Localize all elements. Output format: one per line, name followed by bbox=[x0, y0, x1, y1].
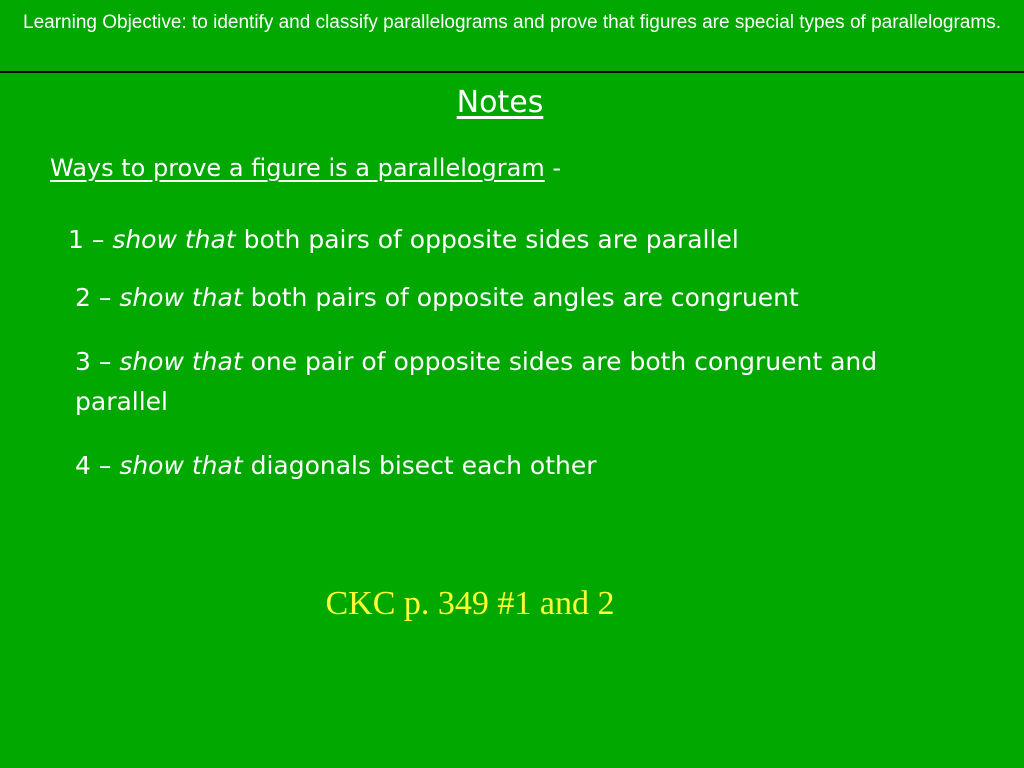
assignment-text: CKC p. 349 #1 and 2 bbox=[325, 585, 615, 622]
header-divider bbox=[0, 71, 1024, 73]
list-item-2 bbox=[75, 278, 799, 318]
item-number: 2 – bbox=[75, 283, 120, 312]
list-item-4 bbox=[75, 446, 597, 486]
section-heading bbox=[50, 152, 561, 184]
item-emphasis: show that bbox=[119, 347, 243, 376]
item-number: 3 – bbox=[75, 347, 120, 376]
item-emphasis: show that bbox=[119, 283, 243, 312]
item-emphasis: show that bbox=[119, 451, 243, 480]
item-text: both pairs of opposite angles are congruent bbox=[242, 283, 799, 312]
item-text: diagonals bisect each other bbox=[242, 451, 597, 480]
section-heading-dash: - bbox=[544, 154, 562, 182]
item-emphasis: show that bbox=[112, 225, 236, 254]
list-item-1 bbox=[68, 220, 739, 260]
item-text: both pairs of opposite sides are parallel bbox=[235, 225, 739, 254]
item-text: one pair of opposite sides are both congruent and parallel bbox=[75, 347, 878, 416]
item-number: 1 – bbox=[68, 225, 113, 254]
learning-objective: Learning Objective: to identify and classify parallelograms and prove that figures are special types of parallelograms. bbox=[23, 12, 1001, 33]
item-number: 4 – bbox=[75, 451, 120, 480]
notes-title: Notes bbox=[456, 85, 544, 120]
section-heading-text: Ways to prove a figure is a parallelogram bbox=[50, 154, 545, 182]
list-item-3 bbox=[75, 342, 915, 422]
